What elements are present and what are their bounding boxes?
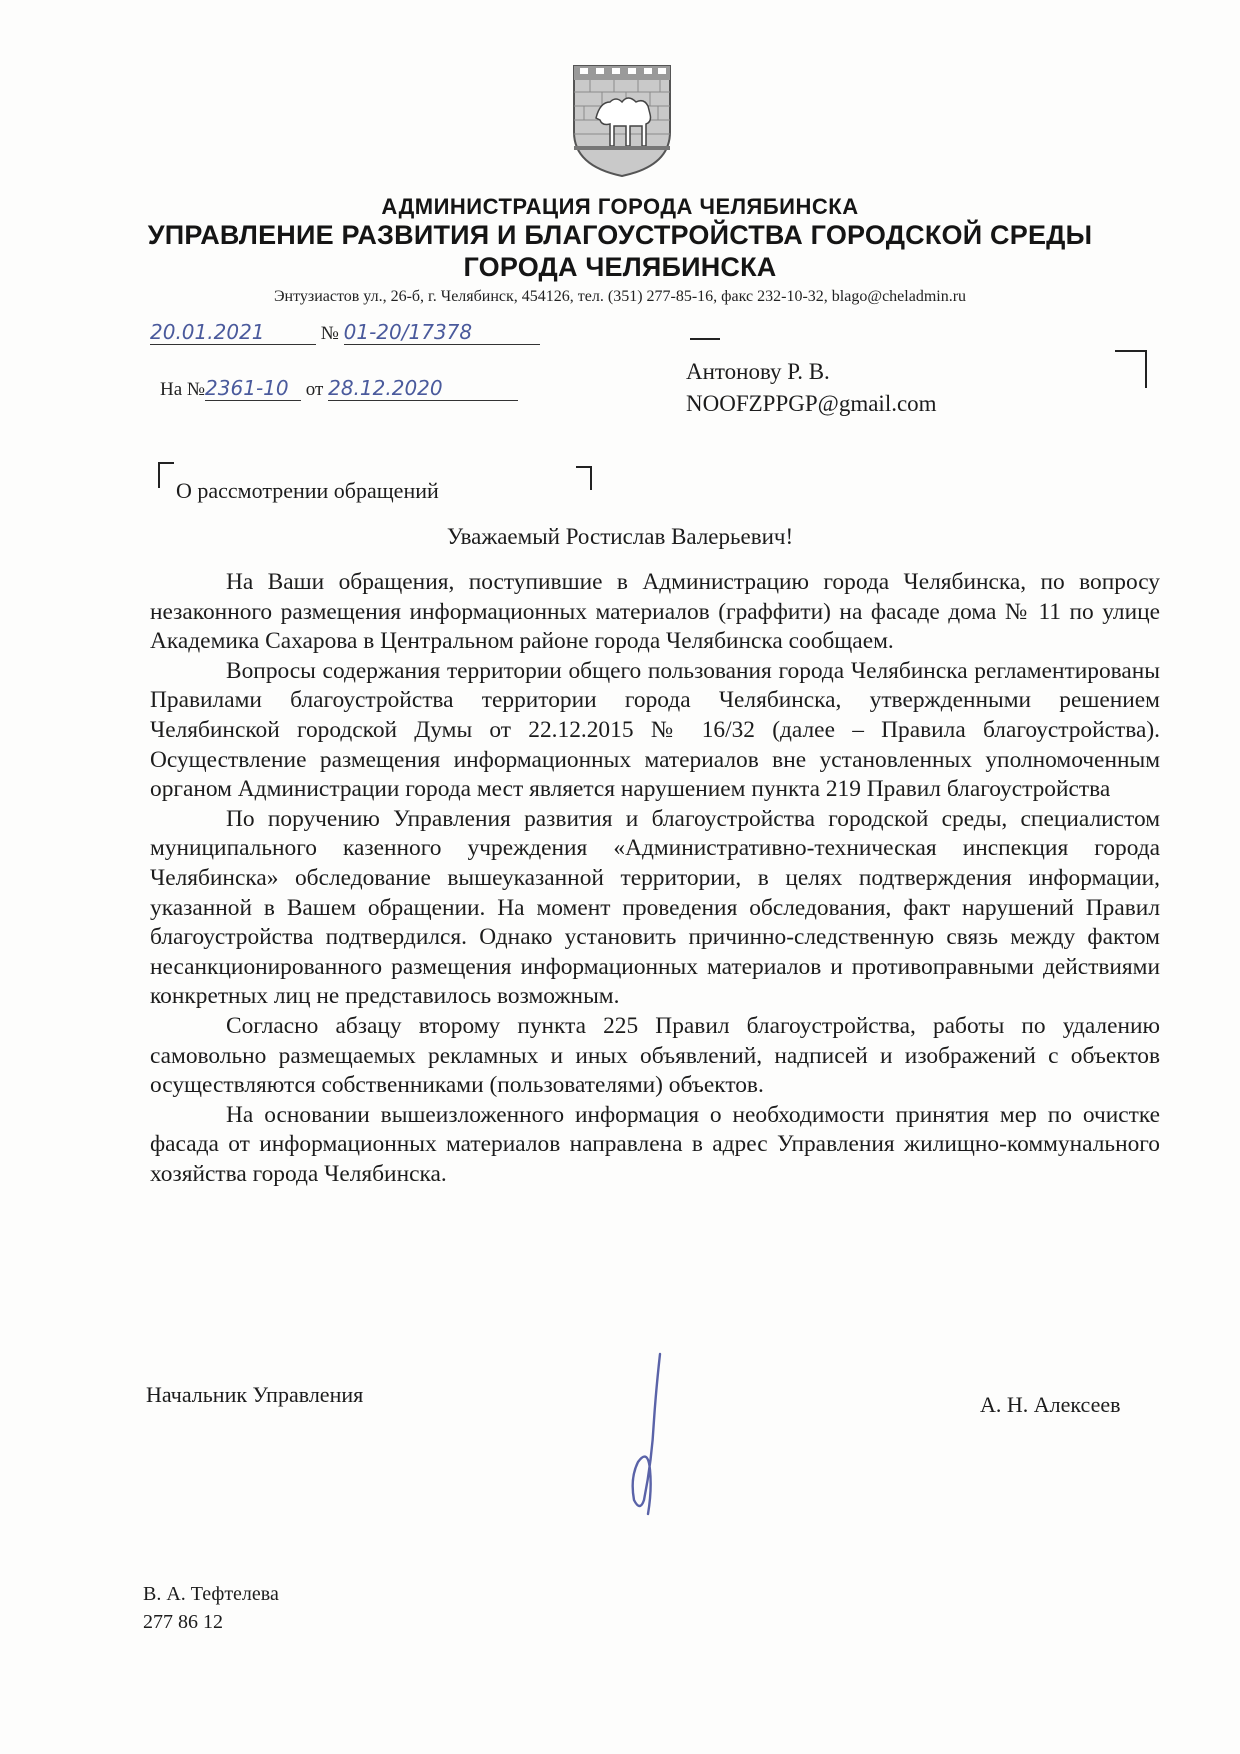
recipient-email: NOOFZPPGP@gmail.com	[686, 391, 937, 416]
paragraph-3: По поручению Управления развития и благоустройства городской среды, специалистом муниципального казенного учреждения «Административно-техническая инспекция города Челябинска» обследование вышеуказанной территории, в целях подтверждения информации, указанной в Вашем обращении. На момент проведения обследования, факт нарушений Правил благоустройства подтвердился. Однако установить причинно-следственную связь между фактом несанкционированного размещения информационных материалов и противоправными действиями конкретных лиц не представилось возможным.	[150, 805, 1160, 1010]
contact-info: Энтузиастов ул., 26-б, г. Челябинск, 454126, тел. (351) 277-85-16, факс 232-10-32, blago@cheladmin.ru	[273, 288, 967, 305]
reference-line	[160, 376, 518, 401]
subject-corner-left	[158, 462, 174, 488]
reference-number: 2361-10	[205, 376, 301, 401]
paragraph-4: Согласно абзацу второму пункта 225 Правил благоустройства, работы по удалению самовольно размещаемых рекламных и иных объявлений, надписей и изображений с объектов осуществляются собственниками (пользователями) объектов.	[150, 1012, 1160, 1099]
paragraph-1: На Ваши обращения, поступившие в Администрацию города Челябинска, по вопросу незаконного размещения информационных материалов (граффити) на фасаде дома № 11 по улице Академика Сахарова в Центральном районе города Челябинска сообщаем.	[150, 569, 1160, 655]
reference-label: На №	[160, 379, 206, 400]
handwritten-signature-icon	[604, 1350, 684, 1520]
reference-from-label: от	[305, 379, 324, 400]
organization-line1: АДМИНИСТРАЦИЯ ГОРОДА ЧЕЛЯБИНСКА	[381, 194, 859, 219]
executor-phone: 277 86 12	[143, 1611, 223, 1633]
outgoing-number: 01-20/17378	[344, 320, 540, 345]
number-label: №	[320, 323, 339, 344]
letter-body	[150, 568, 1160, 1189]
subject-corner-right	[576, 466, 592, 490]
address-corner-right	[1115, 350, 1147, 388]
organization-line3: ГОРОДА ЧЕЛЯБИНСКА	[463, 252, 777, 282]
signatory-name: А. Н. Алексеев	[980, 1392, 1121, 1417]
chelyabinsk-coat-of-arms-icon	[570, 62, 674, 180]
reference-date: 28.12.2020	[328, 376, 518, 401]
address-corner-left	[690, 338, 720, 352]
executor-block	[143, 1580, 279, 1636]
recipient-block	[686, 356, 937, 420]
paragraph-5: На основании вышеизложенного информация о необходимости принятия мер по очистке фасада от информационных материалов направлена в адрес Управления жилищно-коммунального хозяйства города Челябинска.	[150, 1101, 1160, 1187]
salutation: Уважаемый Ростислав Валерьевич!	[446, 524, 794, 549]
signatory-position: Начальник Управления	[146, 1382, 364, 1407]
executor-name: В. А. Тефтелева	[143, 1583, 279, 1605]
organization-line2: УПРАВЛЕНИЕ РАЗВИТИЯ И БЛАГОУСТРОЙСТВА ГОРОДСКОЙ СРЕДЫ	[147, 220, 1093, 250]
recipient-name: Антонову Р. В.	[686, 359, 830, 384]
letter-subject: О рассмотрении обращений	[176, 478, 439, 503]
registration-line	[150, 320, 540, 345]
paragraph-2: Вопросы содержания территории общего пользования города Челябинска регламентированы Правилами благоустройства территории города Челябинска, утвержденными решением Челябинской городской Думы от 22.12.2015 № 16/32 (далее – Правила благоустройства). Осуществление размещения информационных материалов вне установленных уполномоченным органом Администрации города мест является нарушением пункта 219 Правил благоустройства	[150, 657, 1160, 803]
outgoing-date: 20.01.2021	[150, 320, 316, 345]
